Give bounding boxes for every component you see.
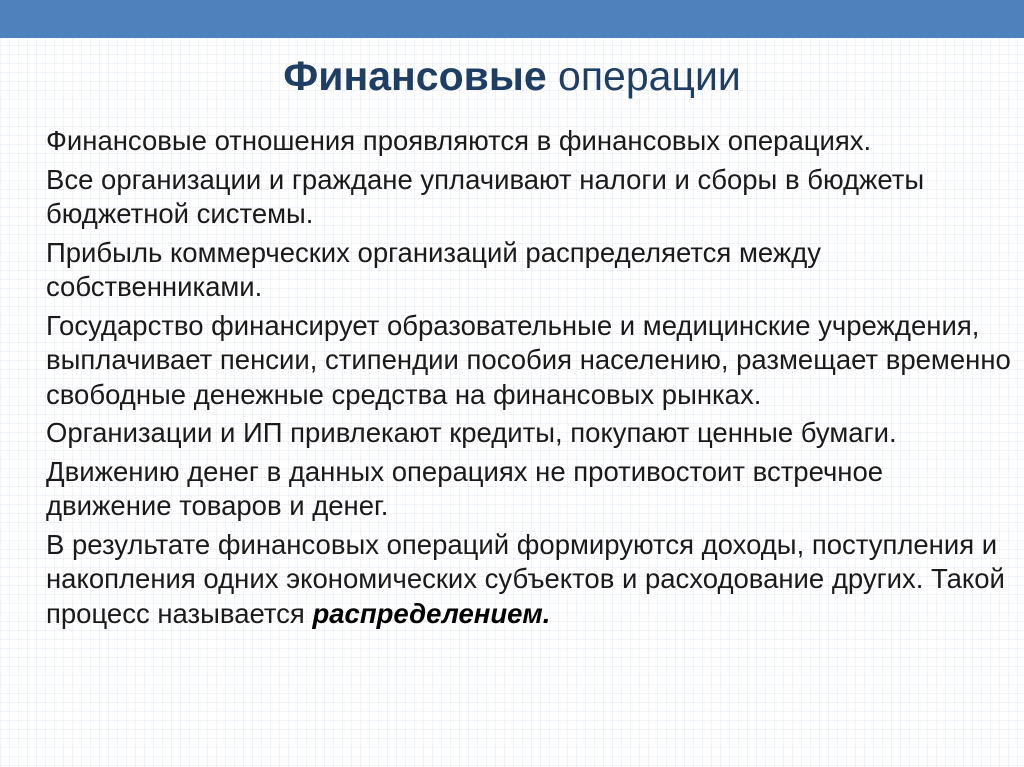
emphasized-term: распределением — [312, 597, 543, 629]
slide-body — [46, 124, 1011, 635]
paragraph: Движению денег в данных операциях не противостоит встречное движение товаров и денег. — [46, 455, 884, 521]
slide-title-bold: Финансовые — [283, 53, 547, 99]
paragraph: Государство финансирует образовательные и медицинские учреждения, выплачивает пенсии, стипендии пособия населению, размещает временно свободные денежные средства на финансовых рынках. — [46, 309, 1011, 410]
paragraph: Организации и ИП привлекают кредиты, покупают ценные бумаги. — [46, 417, 897, 448]
slide-title — [0, 48, 1024, 104]
paragraph-last — [46, 528, 1011, 632]
top-accent-bar — [0, 0, 1024, 38]
paragraph-last-text: В результате финансовых операций формируются доходы, поступления и накопления одних экономических субъектов и расходование других. Такой процесс называется — [46, 528, 1005, 629]
paragraph: Прибыль коммерческих организаций распределяется между собственниками. — [46, 236, 822, 302]
paragraph: Финансовые отношения проявляются в финансовых операциях. — [46, 125, 872, 156]
paragraph-last-end: . — [542, 597, 551, 629]
slide-title-rest: операции — [546, 53, 741, 99]
paragraph: Все организации и граждане уплачивают налоги и сборы в бюджеты бюджетной системы. — [46, 163, 925, 229]
